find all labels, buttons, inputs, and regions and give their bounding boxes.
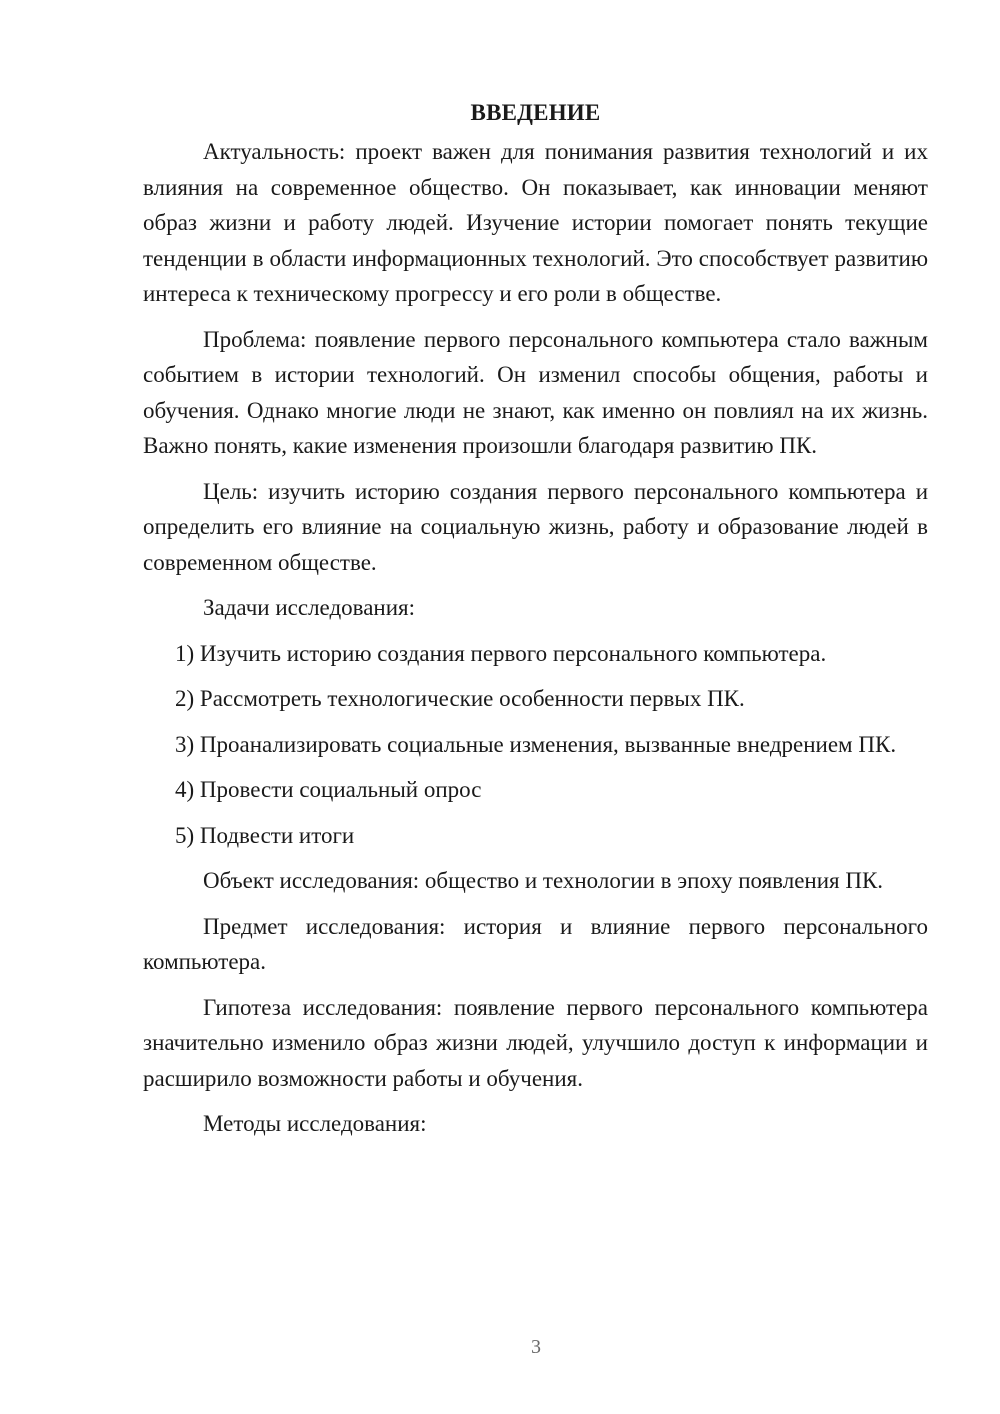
page-title: ВВЕДЕНИЕ: [470, 100, 601, 125]
relevance-paragraph: Актуальность: проект важен для понимания развития технологий и их влияния на современное общество. Он показывает, как инновации меняют образ жизни и работу людей. Изучение истории помогает понять текущие тенденции в области информационных технологий. Это способствует развитию интереса к техническому прогрессу и его роли в обществе.: [143, 139, 928, 306]
object-paragraph: Объект исследования: общество и технологии в эпоху появления ПК.: [203, 868, 884, 893]
list-item: 5) Подвести итоги: [175, 822, 355, 848]
methods-heading: Методы исследования:: [203, 1111, 427, 1136]
subject-paragraph: Предмет исследования: история и влияние первого персонального компьютера.: [143, 913, 928, 974]
tasks-heading: Задачи исследования:: [203, 595, 416, 620]
goal-paragraph: Цель: изучить историю создания первого персонального компьютера и определить его влияние на социальную жизнь, работу и образование людей в современном обществе.: [143, 478, 928, 575]
hypothesis-paragraph: Гипотеза исследования: появление первого персонального компьютера значительно изменило образ жизни людей, улучшило доступ к информации и расширило возможности работы и обучения.: [143, 994, 928, 1091]
problem-paragraph: Проблема: появление первого персонального компьютера стало важным событием в истории технологий. Он изменил способы общения, работы и обучения. Однако многие люди не знают, как именно он повлиял на их жизнь. Важно понять, какие изменения произошли благодаря развитию ПК.: [143, 326, 928, 458]
list-item: 3) Проанализировать социальные изменения, вызванные внедрением ПК.: [175, 731, 897, 757]
list-item: 4) Провести социальный опрос: [175, 777, 482, 802]
list-item: 1) Изучить историю создания первого персонального компьютера.: [175, 640, 827, 666]
page-number: 3: [531, 1336, 541, 1358]
page-content: [143, 95, 928, 1152]
tasks-list: [143, 636, 928, 854]
list-item: 2) Рассмотреть технологические особенности первых ПК.: [175, 686, 745, 711]
